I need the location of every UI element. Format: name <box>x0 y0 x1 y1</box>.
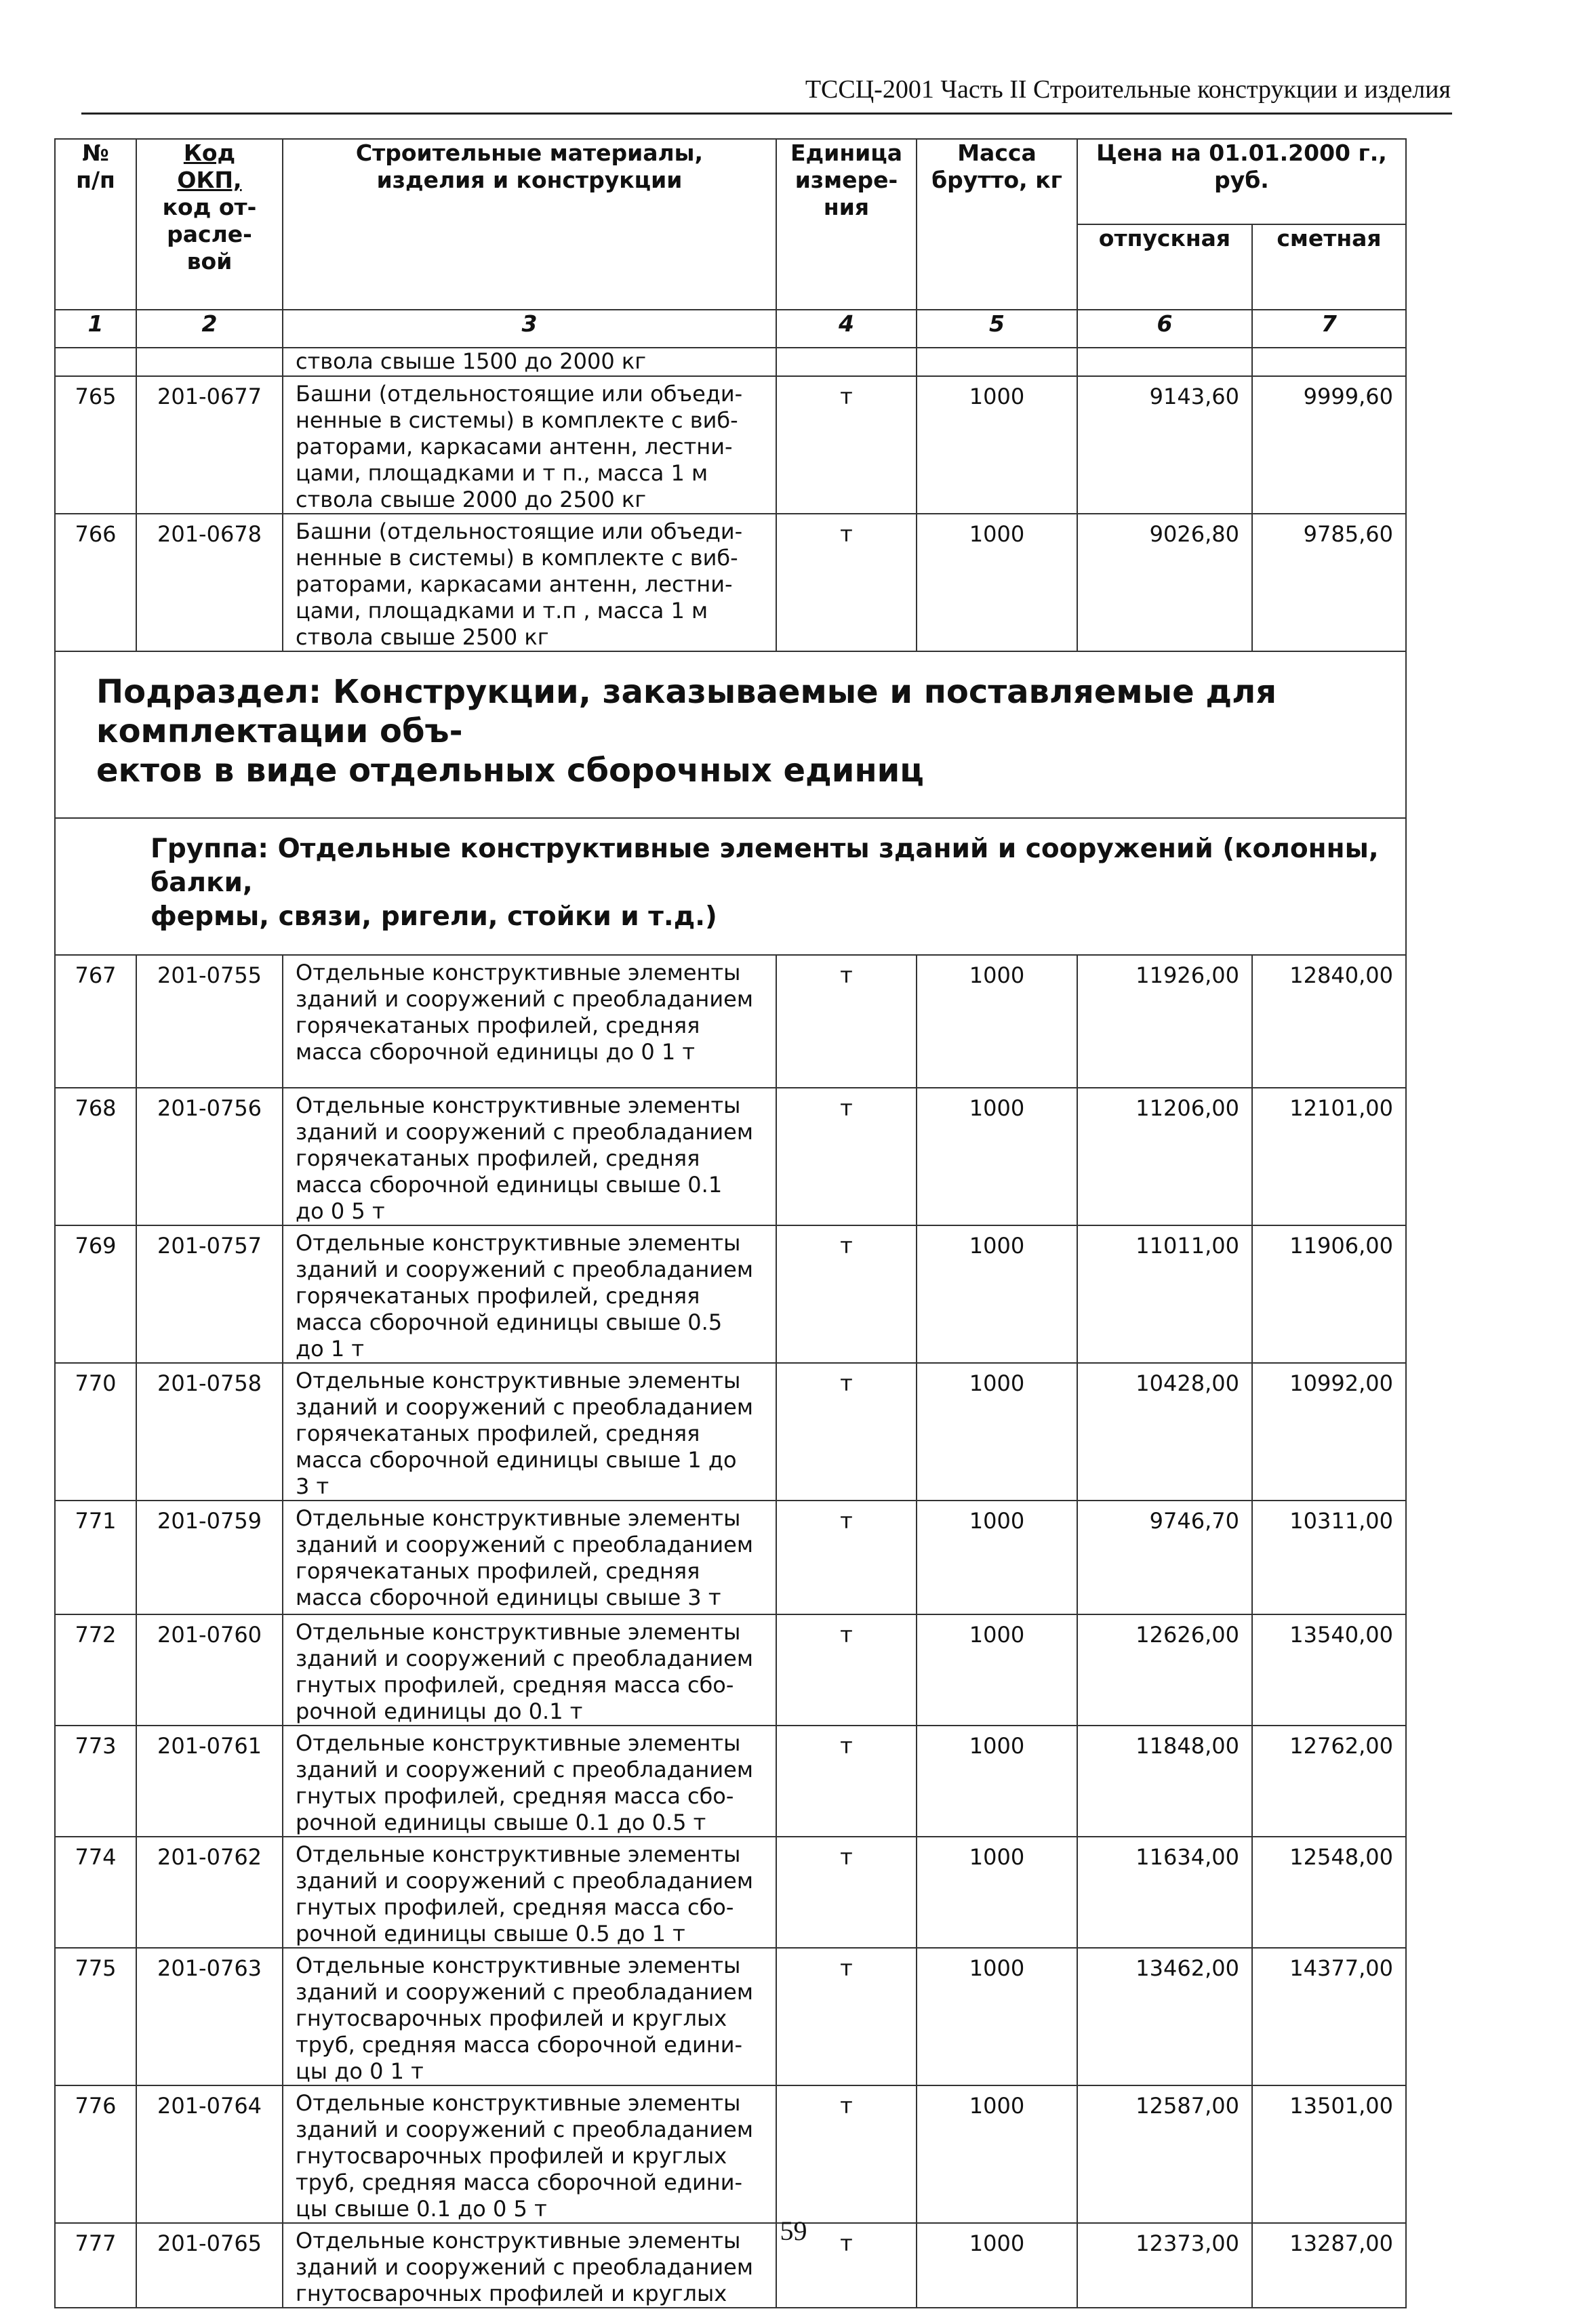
table-row <box>55 1614 1406 1726</box>
okp-code: 201-0764 <box>136 2085 283 2223</box>
row-number: 765 <box>55 376 136 514</box>
header-code-line1: Код <box>183 140 236 166</box>
item-description: Отдельные конструктивные элементы зданий и сооружений с преобладанием горячекатаных профилей, средняя масса сборочной единицы до 0 1 т <box>283 955 776 1088</box>
estimate-price: 9785,60 <box>1252 514 1406 651</box>
item-description: Отдельные конструктивные элементы зданий и сооружений с преобладанием гнутосварочных профилей и круглых труб, средняя масса сборочной едини- цы свыше 0.1 до 0 5 т <box>283 2085 776 2223</box>
estimate-price: 13287,00 <box>1252 2223 1406 2308</box>
header-unit: Единица измере-ния <box>776 139 917 310</box>
table-row <box>55 1948 1406 2085</box>
item-description: Башни (отдельностоящие или объеди- ненные в системы) в комплекте с виб- раторами, каркасами антенн, лестни- цами, площадками и т п., масса 1 м ствола свыше 2000 до 2500 кг <box>283 376 776 514</box>
release-price: 12626,00 <box>1077 1614 1252 1726</box>
okp-code: 201-0678 <box>136 514 283 651</box>
column-number: 6 <box>1077 310 1252 348</box>
estimate-price: 12101,00 <box>1252 1088 1406 1225</box>
table-row <box>55 514 1406 651</box>
item-description: Отдельные конструктивные элементы зданий и сооружений с преобладанием горячекатаных профилей, средняя масса сборочной единицы свыше 1 до 3 т <box>283 1363 776 1501</box>
page-number: 59 <box>780 2216 807 2246</box>
unit-of-measure: т <box>776 2223 917 2308</box>
estimate-price: 11906,00 <box>1252 1225 1406 1363</box>
column-number: 4 <box>776 310 917 348</box>
okp-code: 201-0762 <box>136 1837 283 1948</box>
gross-mass: 1000 <box>917 1501 1077 1614</box>
okp-code: 201-0759 <box>136 1501 283 1614</box>
item-description: Отдельные конструктивные элементы зданий и сооружений с преобладанием гнутых профилей, средняя масса сбо- рочной единицы до 0.1 т <box>283 1614 776 1726</box>
gross-mass: 1000 <box>917 1363 1077 1501</box>
table-row <box>55 1501 1406 1614</box>
table-row <box>55 955 1406 1088</box>
okp-code: 201-0758 <box>136 1363 283 1501</box>
estimate-price: 10311,00 <box>1252 1501 1406 1614</box>
unit-of-measure: т <box>776 1837 917 1948</box>
release-price: 9746,70 <box>1077 1501 1252 1614</box>
row-number: 772 <box>55 1614 136 1726</box>
table-row <box>55 376 1406 514</box>
estimate-price: 12762,00 <box>1252 1726 1406 1837</box>
header-code-line2: ОКП, <box>177 167 242 193</box>
table-row <box>55 1225 1406 1363</box>
estimate-price: 13501,00 <box>1252 2085 1406 2223</box>
header-code-line3: код от- <box>162 194 257 220</box>
item-description: Отдельные конструктивные элементы зданий и сооружений с преобладанием гнутосварочных профилей и круглых труб, средняя масса сборочной едини- цы до 0 1 т <box>283 1948 776 2085</box>
release-price: 10428,00 <box>1077 1363 1252 1501</box>
release-price: 11011,00 <box>1077 1225 1252 1363</box>
gross-mass: 1000 <box>917 2223 1077 2308</box>
gross-mass: 1000 <box>917 955 1077 1088</box>
subsection-row <box>55 651 1406 818</box>
unit-of-measure: т <box>776 1225 917 1363</box>
release-price: 9143,60 <box>1077 376 1252 514</box>
column-number: 5 <box>917 310 1077 348</box>
gross-mass: 1000 <box>917 1837 1077 1948</box>
row-number: 773 <box>55 1726 136 1837</box>
unit-of-measure: т <box>776 1614 917 1726</box>
table-row <box>55 1837 1406 1948</box>
row-number: 775 <box>55 1948 136 2085</box>
okp-code: 201-0755 <box>136 955 283 1088</box>
release-price: 13462,00 <box>1077 1948 1252 2085</box>
row-number: 769 <box>55 1225 136 1363</box>
estimate-price: 12548,00 <box>1252 1837 1406 1948</box>
unit-of-measure: т <box>776 514 917 651</box>
gross-mass: 1000 <box>917 514 1077 651</box>
gross-mass: 1000 <box>917 1225 1077 1363</box>
release-price: 12587,00 <box>1077 2085 1252 2223</box>
okp-code: 201-0765 <box>136 2223 283 2308</box>
column-number: 2 <box>136 310 283 348</box>
header-price-release: отпускная <box>1077 224 1252 310</box>
header-num-line2: п/п <box>76 167 115 193</box>
estimate-price: 12840,00 <box>1252 955 1406 1088</box>
column-number: 3 <box>283 310 776 348</box>
header-num <box>55 139 136 310</box>
continuation-row <box>55 348 1406 376</box>
header-num-line1: № <box>82 140 109 166</box>
table-row <box>55 2085 1406 2223</box>
row-number: 767 <box>55 955 136 1088</box>
item-description: Отдельные конструктивные элементы зданий и сооружений с преобладанием гнутосварочных профилей и круглых <box>283 2223 776 2308</box>
row-number: 770 <box>55 1363 136 1501</box>
estimate-price: 14377,00 <box>1252 1948 1406 2085</box>
release-price: 11926,00 <box>1077 955 1252 1088</box>
item-description: Отдельные конструктивные элементы зданий и сооружений с преобладанием горячекатаных профилей, средняя масса сборочной единицы свыше 3 т <box>283 1501 776 1614</box>
release-price: 11848,00 <box>1077 1726 1252 1837</box>
group-heading: Группа: Отдельные конструктивные элементы зданий и сооружений (колонны, балки, фермы, связи, ригели, стойки и т.д.) <box>55 818 1406 955</box>
row-number: 771 <box>55 1501 136 1614</box>
unit-of-measure: т <box>776 1088 917 1225</box>
gross-mass: 1000 <box>917 1088 1077 1225</box>
gross-mass: 1000 <box>917 1614 1077 1726</box>
estimate-price: 13540,00 <box>1252 1614 1406 1726</box>
gross-mass: 1000 <box>917 1948 1077 2085</box>
header-divider <box>81 113 1452 115</box>
row-number: 774 <box>55 1837 136 1948</box>
estimate-price: 9999,60 <box>1252 376 1406 514</box>
okp-code: 201-0677 <box>136 376 283 514</box>
table-row <box>55 1088 1406 1225</box>
unit-of-measure: т <box>776 376 917 514</box>
table-row <box>55 1726 1406 1837</box>
okp-code: 201-0761 <box>136 1726 283 1837</box>
item-description: Отдельные конструктивные элементы зданий и сооружений с преобладанием гнутых профилей, средняя масса сбо- рочной единицы свыше 0.1 до 0.5 т <box>283 1726 776 1837</box>
column-number: 1 <box>55 310 136 348</box>
header-name: Строительные материалы, изделия и конструкции <box>283 139 776 310</box>
unit-of-measure: т <box>776 1501 917 1614</box>
item-description: Башни (отдельностоящие или объеди- ненные в системы) в комплекте с виб- раторами, каркасами антенн, лестни- цами, площадками и т.п , масса 1 м ствола свыше 2500 кг <box>283 514 776 651</box>
subsection-heading: Подраздел: Конструкции, заказываемые и поставляемые для комплектации объ- ектов в виде отдельных сборочных единиц <box>55 651 1406 818</box>
unit-of-measure: т <box>776 1948 917 2085</box>
row-number: 766 <box>55 514 136 651</box>
header-code-line5: вой <box>186 248 233 274</box>
unit-of-measure: т <box>776 955 917 1088</box>
okp-code: 201-0757 <box>136 1225 283 1363</box>
header-price-estimate: сметная <box>1252 224 1406 310</box>
unit-of-measure: т <box>776 1726 917 1837</box>
row-number: 768 <box>55 1088 136 1225</box>
table-row <box>55 1363 1406 1501</box>
gross-mass: 1000 <box>917 1726 1077 1837</box>
release-price: 12373,00 <box>1077 2223 1252 2308</box>
okp-code: 201-0763 <box>136 1948 283 2085</box>
header-price-group: Цена на 01.01.2000 г., руб. <box>1077 139 1406 224</box>
gross-mass: 1000 <box>917 2085 1077 2223</box>
release-price: 11634,00 <box>1077 1837 1252 1948</box>
group-row <box>55 818 1406 955</box>
okp-code: 201-0760 <box>136 1614 283 1726</box>
column-number: 7 <box>1252 310 1406 348</box>
unit-of-measure: т <box>776 2085 917 2223</box>
row-number: 777 <box>55 2223 136 2308</box>
okp-code: 201-0756 <box>136 1088 283 1225</box>
price-table <box>54 138 1407 2308</box>
unit-of-measure: т <box>776 1363 917 1501</box>
gross-mass: 1000 <box>917 376 1077 514</box>
release-price: 11206,00 <box>1077 1088 1252 1225</box>
page-header-title: ТССЦ-2001 Часть II Строительные конструкции и изделия <box>805 75 1451 104</box>
release-price: 9026,80 <box>1077 514 1252 651</box>
item-description: Отдельные конструктивные элементы зданий и сооружений с преобладанием горячекатаных профилей, средняя масса сборочной единицы свыше 0.5 до 1 т <box>283 1225 776 1363</box>
row-number: 776 <box>55 2085 136 2223</box>
continuation-text: ствола свыше 1500 до 2000 кг <box>283 348 776 376</box>
item-description: Отдельные конструктивные элементы зданий и сооружений с преобладанием гнутых профилей, средняя масса сбо- рочной единицы свыше 0.5 до 1 т <box>283 1837 776 1948</box>
header-mass: Масса брутто, кг <box>917 139 1077 310</box>
estimate-price: 10992,00 <box>1252 1363 1406 1501</box>
header-code-line4: расле- <box>167 221 252 247</box>
header-code <box>136 139 283 310</box>
item-description: Отдельные конструктивные элементы зданий и сооружений с преобладанием горячекатаных профилей, средняя масса сборочной единицы свыше 0.1 до 0 5 т <box>283 1088 776 1225</box>
